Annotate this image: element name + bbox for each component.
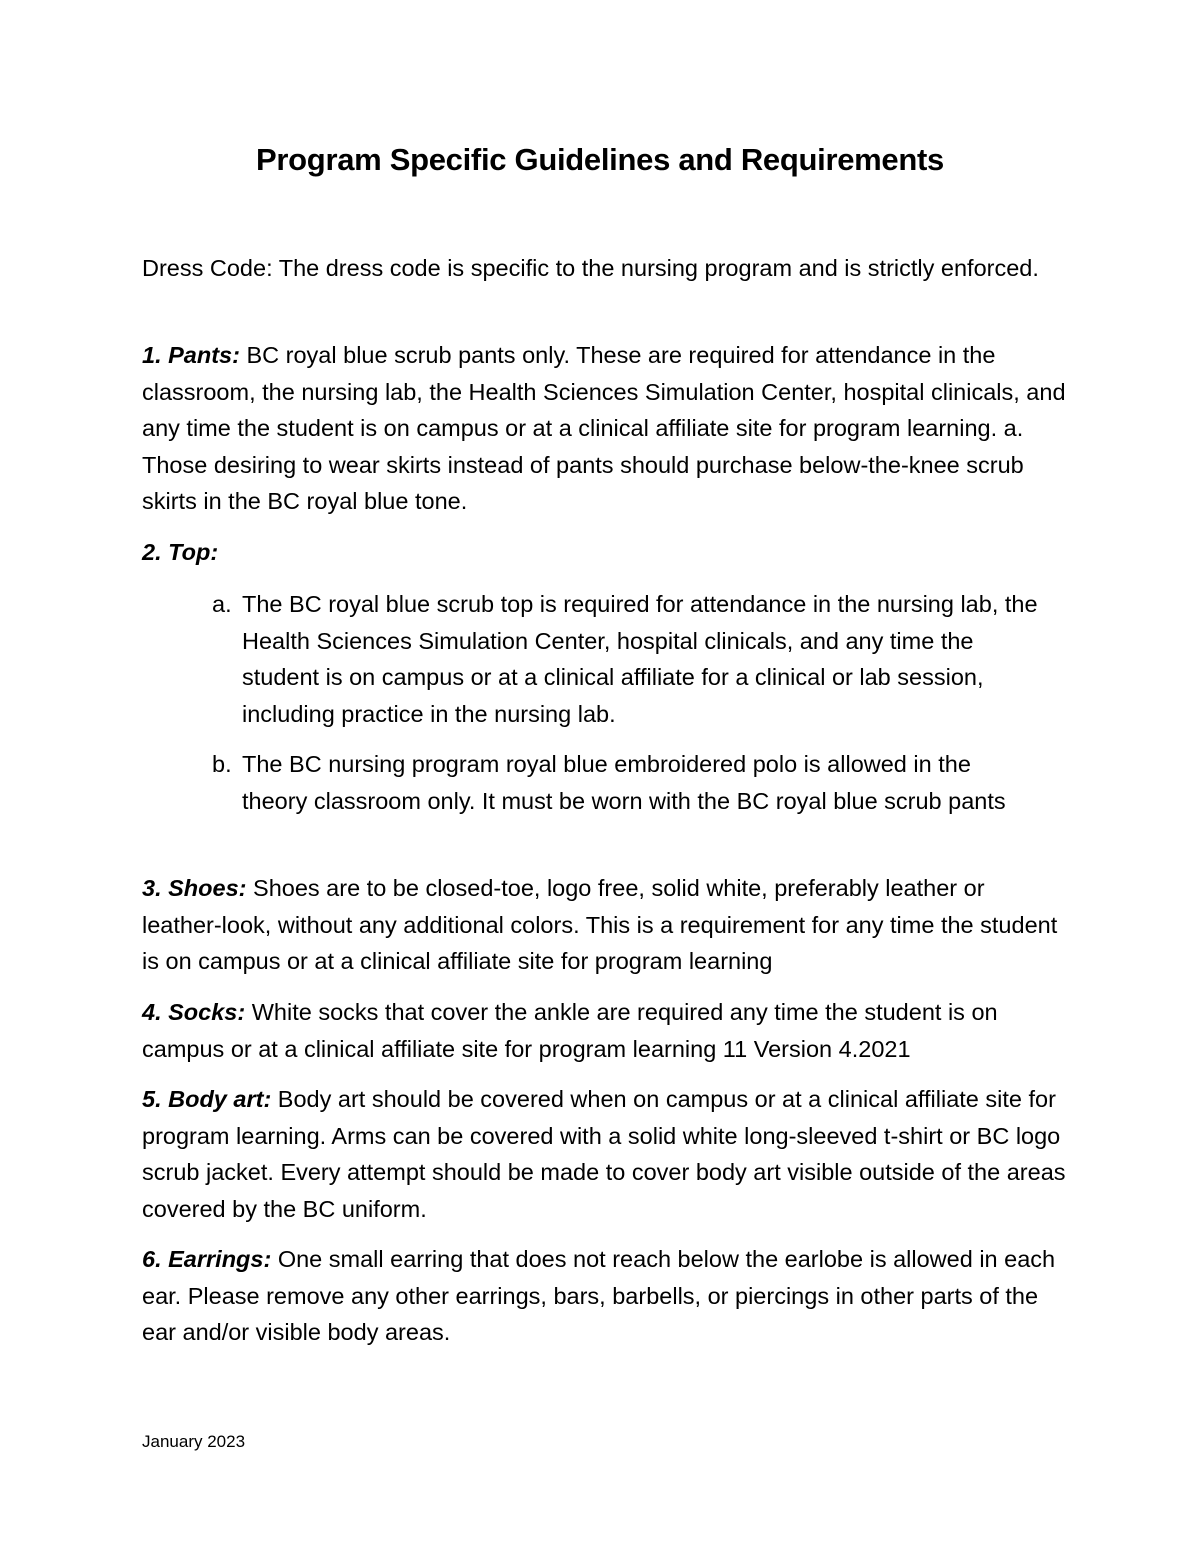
item-pants — [142, 337, 1067, 520]
item-shoes-text: Shoes are to be closed-toe, logo free, solid white, preferably leather or leather-look, without any additional colors. This is a requirement for any time the student is on campus or at a clinical affiliate site for program learning — [142, 875, 1058, 974]
item-socks — [142, 994, 1067, 1067]
item-shoes — [142, 870, 1067, 980]
subitem-b-marker: b. — [212, 751, 232, 777]
item-body-art-heading: 5. Body art: — [142, 1086, 272, 1112]
page-title: Program Specific Guidelines and Requirements — [256, 142, 944, 177]
item-top-subitem-a — [212, 586, 1042, 732]
item-top-subitem-b — [212, 746, 1042, 819]
item-body-art-text: Body art should be covered when on campus or at a clinical affiliate site for program learning. Arms can be covered with a solid white long-sleeved t-shirt or BC logo scrub jacket. Every attempt should be made to cover body art visible outside of the areas covered by the BC uniform. — [142, 1086, 1066, 1222]
item-top — [142, 534, 1067, 571]
subitem-a-text: The BC royal blue scrub top is required for attendance in the nursing lab, the Health Sciences Simulation Center, hospital clinicals, and any time the student is on campus or at a clinical affiliate for a clinical or lab session, including practice in the nursing lab. — [242, 591, 1038, 727]
subitem-b-text: The BC nursing program royal blue embroidered polo is allowed in the theory classroom only. It must be worn with the BC royal blue scrub pants — [242, 751, 1006, 814]
item-earrings — [142, 1241, 1067, 1351]
page-footer-date: January 2023 — [142, 1432, 246, 1451]
subitem-a-marker: a. — [212, 591, 232, 617]
item-top-heading: 2. Top: — [142, 539, 219, 565]
item-earrings-heading: 6. Earrings: — [142, 1246, 272, 1272]
item-body-art — [142, 1081, 1067, 1227]
item-shoes-heading: 3. Shoes: — [142, 875, 247, 901]
item-socks-heading: 4. Socks: — [142, 999, 246, 1025]
item-earrings-text: One small earring that does not reach below the earlobe is allowed in each ear. Please remove any other earrings, bars, barbells, or piercings in other parts of the ear and/or visible body areas. — [142, 1246, 1056, 1345]
item-pants-text: BC royal blue scrub pants only. These are required for attendance in the classroom, the nursing lab, the Health Sciences Simulation Center, hospital clinicals, and any time the student is on campus or at a clinical affiliate site for program learning. a. Those desiring to wear skirts instead of pants should purchase below-the-knee scrub skirts in the BC royal blue tone. — [142, 342, 1066, 514]
item-socks-text: White socks that cover the ankle are required any time the student is on campus or at a clinical affiliate site for program learning 11 Version 4.2021 — [142, 999, 998, 1062]
item-pants-heading: 1. Pants: — [142, 342, 240, 368]
dress-code-intro: Dress Code: The dress code is specific to the nursing program and is strictly enforced. — [142, 255, 1039, 281]
